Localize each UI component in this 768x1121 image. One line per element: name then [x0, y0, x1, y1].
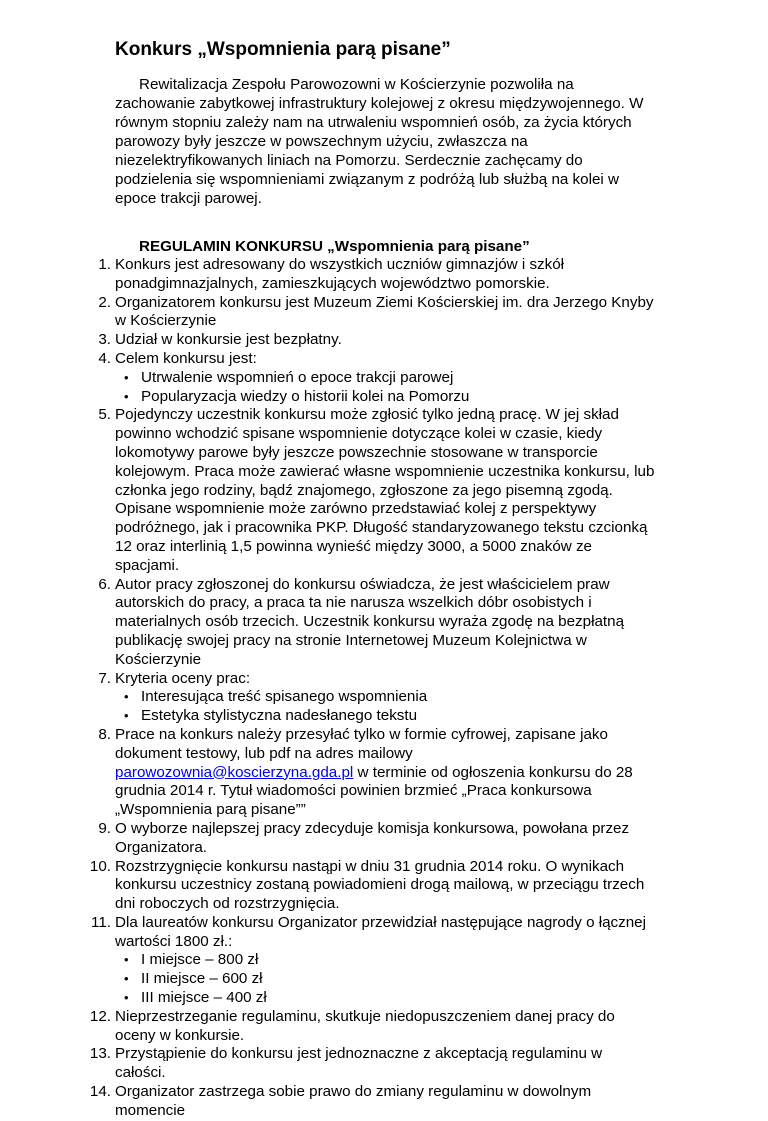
rule-text: Kryteria oceny prac: [115, 669, 251, 687]
rule-1 [89, 256, 655, 294]
rule-3 [89, 331, 655, 350]
bullet-icon: • [124, 952, 129, 968]
rule-2 [89, 294, 655, 332]
rule-4-subitem [89, 388, 655, 407]
rule-number: 7. [98, 669, 111, 687]
rule-7-subitem [89, 707, 655, 726]
rule-text: Konkurs jest adresowany do wszystkich uczniów gimnazjów i szkół ponadgimnazjalnych, zamieszkujących województwo pomorskie. [115, 256, 565, 292]
rule-7 [89, 670, 655, 689]
rule-text: Udział w konkursie jest bezpłatny. [115, 331, 342, 349]
rule-11-subitem [89, 970, 655, 989]
rule-text: Dla laureatów konkursu Organizator przewidział następujące nagrody o łącznej wartości 1800 zł.: [115, 913, 647, 950]
bullet-icon: • [124, 689, 129, 705]
page-title: Konkurs „Wspomnienia parą pisane” [115, 39, 451, 60]
rule-text: Rozstrzygnięcie konkursu nastąpi w dniu 31 grudnia 2014 roku. O wynikach konkursu uczestnicy zostaną powiadomieni drogą mailową, w przeciągu trzech dni roboczych od rozstrzygnięcia. [115, 857, 645, 913]
subitem-text: Estetyka stylistyczna nadesłanego tekstu [141, 707, 418, 725]
rule-text: O wyborze najlepszej pracy zdecyduje komisja konkursowa, powołana przez Organizatora. [115, 819, 630, 856]
rule-number: 4. [98, 349, 111, 367]
bullet-icon: • [124, 971, 129, 987]
rule-4 [89, 350, 655, 369]
rule-text: Autor pracy zgłoszonej do konkursu oświadcza, że jest właścicielem praw autorskich do pracy, a praca ta nie narusza wszelkich dóbr osobistych i materialnych osób trzecich. Uczestnik konkursu wyraża zgodę na bezpłatną publikację swojej pracy na stronie Internetowej Muzeum Kolejnictwa w Kościerzynie [115, 575, 625, 668]
rule-text: Organizatorem konkursu jest Muzeum Ziemi Kościerskiej im. dra Jerzego Knyby w Kościerzynie [115, 293, 654, 330]
regulamin-title: REGULAMIN KONKURSU „Wspomnienia parą pisane” [139, 238, 530, 255]
rule-14 [89, 1083, 655, 1121]
intro-paragraph [115, 75, 655, 208]
subitem-text: Utrwalenie wspomnień o epoce trakcji parowej [141, 368, 454, 386]
rule-11-subitem [89, 989, 655, 1008]
rule-number: 2. [98, 293, 111, 311]
rule-11 [89, 914, 655, 952]
rule-number: 1. [98, 256, 111, 273]
rule-4-subitem [89, 369, 655, 388]
bullet-icon: • [124, 708, 129, 724]
bullet-icon: • [124, 388, 129, 404]
rule-number: 13. [89, 1045, 111, 1063]
rule-number: 6. [98, 575, 111, 593]
rule-text-b: w terminie od ogłoszenia konkursu do 28 grudnia 2014 r. Tytuł wiadomości powinien brzmieć „Praca konkursowa „Wspomnienia parą pisane”” [115, 763, 633, 819]
subitem-text: Interesująca treść spisanego wspomnienia [141, 688, 428, 706]
rules-list [89, 256, 655, 1121]
rule-text-a: Prace na konkurs należy przesyłać tylko w formie cyfrowej, zapisane jako dokument testowy, lub pdf na adres mailowy [115, 725, 608, 762]
rule-number: 14. [89, 1083, 111, 1101]
bullet-icon: • [124, 369, 129, 385]
rule-number: 10. [89, 857, 111, 875]
rule-number: 12. [89, 1007, 111, 1025]
rule-8 [89, 726, 655, 820]
rule-6 [89, 576, 655, 670]
subitem-text: III miejsce – 400 zł [141, 989, 267, 1007]
rule-11-subitem [89, 951, 655, 970]
subitem-text: I miejsce – 800 zł [141, 951, 259, 969]
rule-number: 11. [91, 913, 111, 931]
rule-text: Organizator zastrzega sobie prawo do zmiany regulaminu w dowolnym momencie [115, 1083, 592, 1119]
subitem-text: II miejsce – 600 zł [141, 970, 263, 988]
rule-number: 5. [98, 406, 111, 424]
rule-5 [89, 406, 655, 575]
rule-text: Celem konkursu jest: [115, 349, 257, 367]
subitem-text: Popularyzacja wiedzy o historii kolei na Pomorzu [141, 387, 470, 405]
rule-number: 9. [98, 819, 111, 837]
rule-7-subitem [89, 688, 655, 707]
rule-10 [89, 858, 655, 914]
intro-text: Rewitalizacja Zespołu Parowozowni w Kościerzynie pozwoliła na zachowanie zabytkowej infrastruktury kolejowej z okresu międzywojennego. W równym stopniu zależy nam na utrwaleniu wspomnień osób, za życia których parowozy były jeszcze w powszechnym użyciu, zwłaszcza na niezelektryfikowanych liniach na Pomorzu. Serdecznie zachęcamy do podzielenia się wspomnieniami związanym z podróżą lub służbą na kolei w epoce trakcji parowej. [115, 76, 644, 207]
rule-text: Nieprzestrzeganie regulaminu, skutkuje niedopuszczeniem danej pracy do oceny w konkursie. [115, 1007, 615, 1044]
rule-number: 8. [98, 725, 111, 743]
email-link[interactable]: parowozownia@koscierzyna.gda.pl [115, 763, 354, 781]
bullet-icon: • [124, 990, 129, 1006]
rule-text: Przystąpienie do konkursu jest jednoznaczne z akceptacją regulaminu w całości. [115, 1045, 603, 1082]
rule-number: 3. [98, 331, 111, 349]
rule-12 [89, 1008, 655, 1046]
rule-13 [89, 1045, 655, 1083]
rule-9 [89, 820, 655, 858]
rule-text: Pojedynczy uczestnik konkursu może zgłosić tylko jedną pracę. W jej skład powinno wchodzić spisane wspomnienie dotyczące kolei w czasie, kiedy lokomotywy parowe były jeszcze powszechnie stosowane w transporcie kolejowym. Praca może zawierać własne wspomnienie uczestnika konkursu, lub członka jego rodziny, bądź znajomego, zgłoszone za jego pisemną zgodą. Opisane wspomnienie może zarówno przedstawiać kolej z perspektywy podróżnego, jak i pracownika PKP. Długość standaryzowanego tekstu czcionką 12 oraz interlinią 1,5 powinna wynieść między 3000, a 5000 znaków ze spacjami. [115, 406, 655, 574]
